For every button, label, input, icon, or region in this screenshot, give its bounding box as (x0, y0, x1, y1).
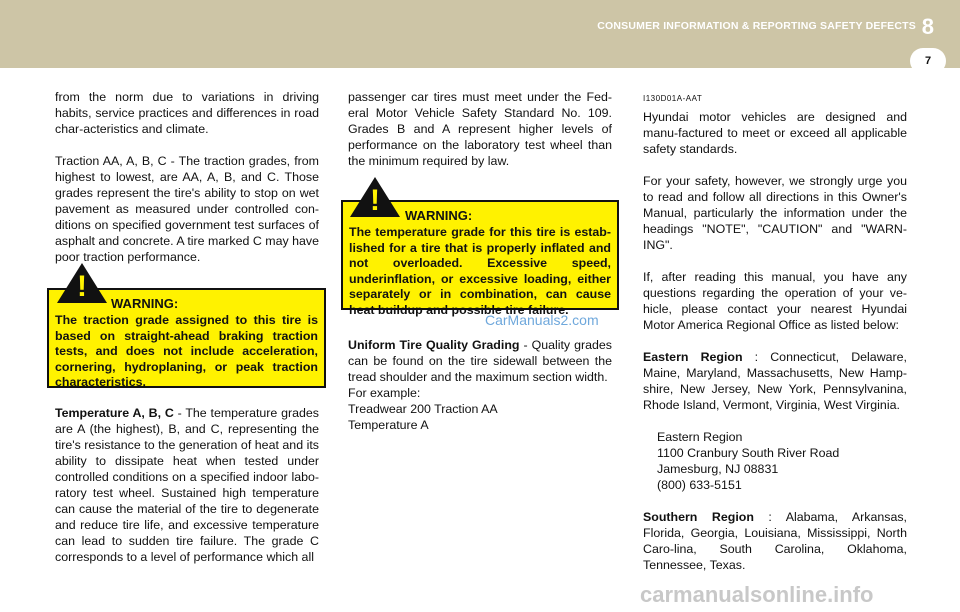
temperature-text: - The temperature grades are A (the highest), B, and C, representing the tire's resistance to the generation of heat and its ability to dissipate heat when tested under controlled conditions on a specified indoor labo-ratory test wheel. Sustained high temperature can cause the material of the tire to degenerate and reduce tire life, and excessive temperature can lead to sudden tire failure. The grade C corresponds to a level of performance which all (55, 406, 319, 564)
warning-title: WARNING: (111, 296, 179, 311)
col3-paragraph-1: Hyundai motor vehicles are designed and manu-factured to meet or exceed all applicable safety standards. (643, 110, 907, 156)
address-line: Eastern Region (657, 430, 743, 444)
address-line: 1100 Cranbury South River Road (657, 446, 840, 460)
address-line: Jamesburg, NJ 08831 (657, 462, 779, 476)
utqg-heading: Uniform Tire Quality Grading (348, 338, 520, 352)
exclamation-mark-icon: ! (370, 184, 380, 217)
column-1 (55, 89, 319, 281)
col1-paragraph-2: Traction AA, A, B, C - The traction grades, from highest to lowest, are AA, A, B, and C. Those grades represent the tire's ability to stop on wet pavement as measured under controlled con-ditions on specified government test surfaces of asphalt and concrete. A tire marked C may have poor traction performance. (55, 154, 319, 264)
example-line-2: Temperature A (348, 418, 429, 432)
col1-paragraph-1: from the norm due to variations in driving habits, service practices and differences in road char-acteristics and climate. (55, 90, 319, 136)
column-2 (348, 89, 612, 185)
eastern-region-text: : Connecticut, Delaware, Maine, Maryland, Massachusetts, New Hamp-shire, New Jersey, New York, Pennsylvanina, Rhode Island, Vermont, Virginia, West Virginia. (643, 350, 907, 412)
column-3 (643, 91, 907, 589)
chapter-number: 8 (921, 14, 934, 39)
col3-paragraph-3: If, after reading this manual, you have any questions regarding the operation of your ve-hicle, please contact your nearest Hyundai Motor America Regional Office as listed below: (643, 270, 907, 332)
utqg-text: - Quality grades can be found on the tire sidewall between the tread shoulder and the maximum section width. (348, 338, 613, 384)
temperature-heading: Temperature A, B, C (55, 406, 174, 420)
page-number: 7 (910, 48, 946, 74)
temperature-section (55, 405, 319, 581)
footer-watermark: carmanualsonline.info (640, 582, 874, 607)
warning-text: The temperature grade for this tire is estab-lished for a tire that is properly inflated and not overloaded. Excessive speed, underinflation, or excessive loading, either separately or in combination, can cause heat buildup and possible tire failure. (349, 225, 611, 317)
southern-region-text: : Alabama, Arkansas, Florida, Georgia, Louisiana, Mississippi, North Caro-lina, South Carolina, Oklahoma, Tennessee, Texas. (643, 510, 908, 572)
example-label: For example: (348, 386, 421, 400)
eastern-region-heading: Eastern Region (643, 350, 743, 364)
page-header (0, 0, 960, 68)
col2-paragraph-1: passenger car tires must meet under the Fed-eral Motor Vehicle Safety Standard No. 109. Grades B and A represent higher levels of performance on the laboratory test wheel than the minimum required by law. (348, 90, 612, 168)
section-code: I130D01A-AAT (643, 94, 703, 103)
watermark: CarManuals2.com (485, 312, 599, 328)
warning-text: The traction grade assigned to this tire is based on straight-ahead braking traction tests, and does not include acceleration, cornering, hydroplaning, or peak traction characteristics. (55, 313, 318, 390)
southern-region-heading: Southern Region (643, 510, 754, 524)
eastern-address (657, 429, 907, 493)
phone-number: (800) 633-5151 (657, 478, 742, 492)
col3-paragraph-2: For your safety, however, we strongly urge you to read and follow all directions in this Owner's Manual, particularly the information under the headings "NOTE", "CAUTION" and "WARN-ING". (643, 174, 907, 252)
warning-title: WARNING: (405, 208, 473, 223)
example-line-1: Treadwear 200 Traction AA (348, 402, 498, 416)
utqg-section (348, 337, 612, 433)
header-title: CONSUMER INFORMATION & REPORTING SAFETY DEFECTS (597, 20, 916, 32)
warning-box-traction (47, 288, 326, 388)
exclamation-mark-icon: ! (77, 270, 87, 303)
